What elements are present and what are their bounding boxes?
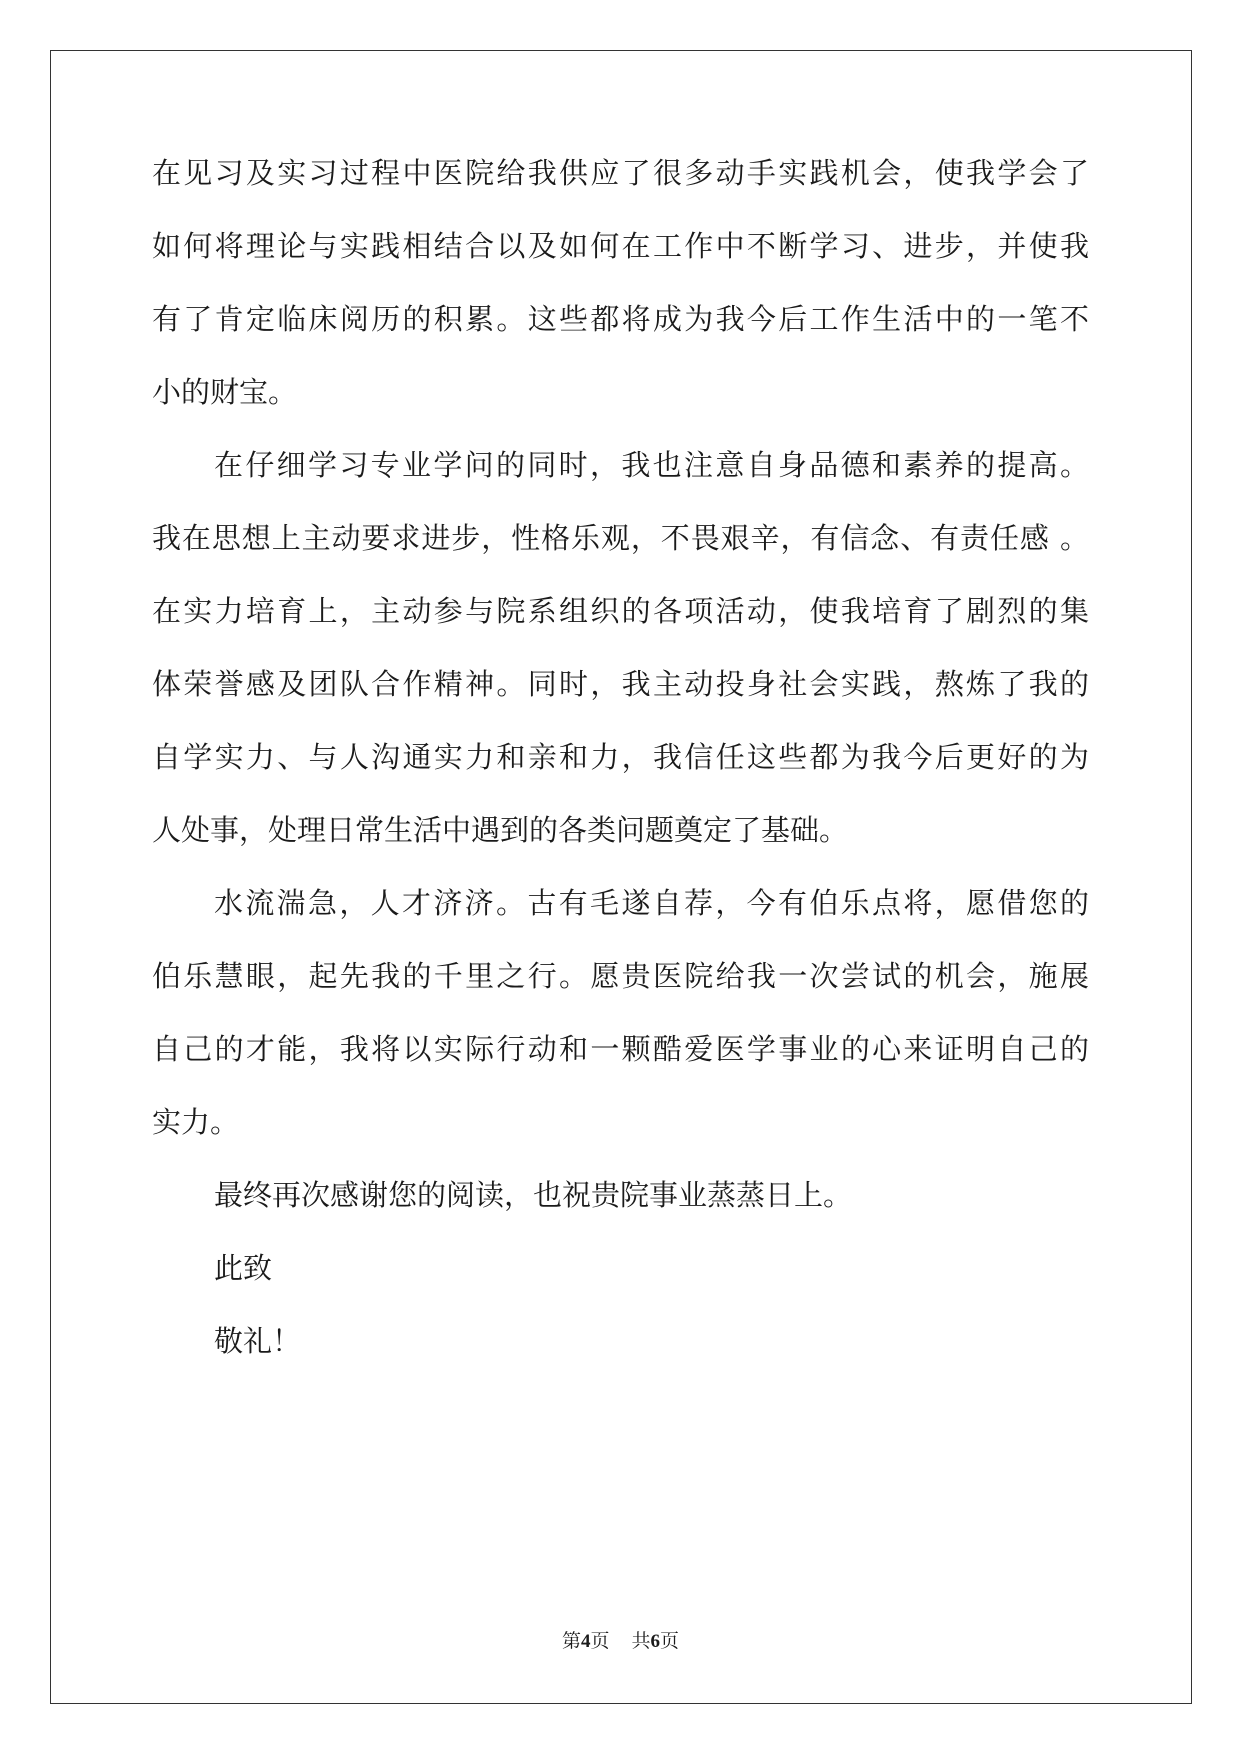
body-line: 我在思想上主动要求进步，性格乐观，不畏艰辛，有信念、有责任感 。 bbox=[152, 521, 1089, 555]
total-pages-number: 6 bbox=[650, 1631, 661, 1652]
page-suffix: 页 bbox=[590, 1631, 610, 1652]
current-page-number: 4 bbox=[580, 1631, 591, 1652]
body-line: 伯乐慧眼，起先我的千里之行。愿贵医院给我一次尝试的机会，施展 bbox=[152, 959, 1089, 993]
total-prefix: 共 bbox=[631, 1631, 651, 1652]
body-line: 小的财宝。 bbox=[152, 375, 298, 409]
body-line: 体荣誉感及团队合作精神。同时，我主动投身社会实践，熬炼了我的 bbox=[152, 667, 1089, 701]
body-line: 人处事，处理日常生活中遇到的各类问题奠定了基础。 bbox=[152, 813, 849, 847]
paragraph-first-line: 在仔细学习专业学问的同时，我也注意自身品德和素养的提高。 bbox=[214, 448, 1089, 482]
body-line: 自学实力、与人沟通实力和亲和力，我信任这些都为我今后更好的为 bbox=[152, 740, 1089, 774]
body-line: 实力。 bbox=[152, 1105, 240, 1139]
body-line: 有了肯定临床阅历的积累。这些都将成为我今后工作生活中的一笔不 bbox=[152, 302, 1089, 336]
total-suffix: 页 bbox=[660, 1631, 680, 1652]
salutation-line: 此致 bbox=[214, 1251, 273, 1285]
body-line: 如何将理论与实践相结合以及如何在工作中不断学习、进步，并使我 bbox=[152, 229, 1089, 263]
regards-line: 敬礼！ bbox=[214, 1324, 302, 1358]
page-footer bbox=[0, 1629, 1241, 1655]
paragraph-first-line: 水流湍急，人才济济。古有毛遂自荐，今有伯乐点将，愿借您的 bbox=[214, 886, 1089, 920]
closing-line: 最终再次感谢您的阅读，也祝贵院事业蒸蒸日上。 bbox=[214, 1178, 853, 1212]
body-line: 自己的才能，我将以实际行动和一颗酷爱医学事业的心来证明自己的 bbox=[152, 1032, 1089, 1066]
body-line: 在实力培育上，主动参与院系组织的各项活动，使我培育了剧烈的集 bbox=[152, 594, 1089, 628]
page-prefix: 第 bbox=[561, 1631, 581, 1652]
body-line: 在见习及实习过程中医院给我供应了很多动手实践机会，使我学会了 bbox=[152, 156, 1089, 190]
